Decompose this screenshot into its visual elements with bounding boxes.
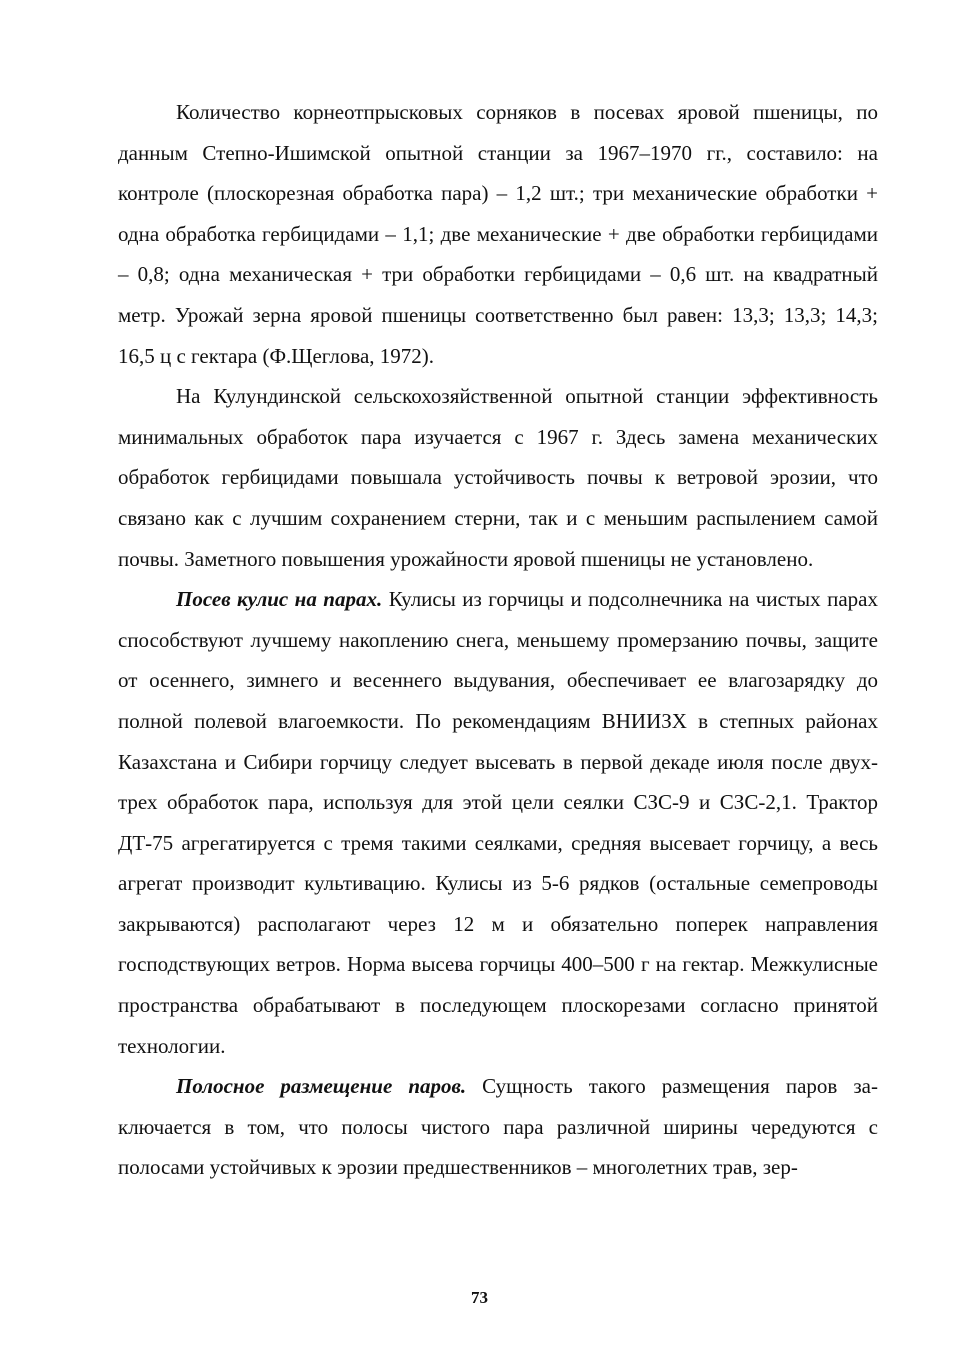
paragraph-1 [118, 92, 878, 376]
paragraph-3 [118, 579, 878, 1066]
paragraph-2 [118, 376, 878, 579]
section-heading-strip-fallow: Полосное размещение паров. [176, 1074, 467, 1099]
paragraph-text: Сущность такого размещения паров заключается в том, что полосы чистого пара различной ширины чередуются с полосами устойчивых к эрозии предшественников – многолетних трав, зер- [118, 1074, 878, 1180]
paragraph-4 [118, 1066, 878, 1188]
body-text [118, 92, 878, 1188]
paragraph-text: Кулисы из горчицы и подсолнечника на чистых парах способствуют лучшему накоплению снега, меньшему промерзанию почвы, защите от осеннего, зимнего и весеннего выдувания, обеспечивает ее влагозарядку до полной полевой влагоемкости. По рекомендациям ВНИИЗХ в степных районах Казахстана и Сибири горчицу следует высевать в первой декаде июля после двух-трех обработок пара, используя для этой цели сеялки СЗС-9 и СЗС-2,1. Трактор ДТ-75 агрегатируется с тремя такими сеялками, средняя высевает горчицу, а весь агрегат производит культивацию. Кулисы из 5-6 рядков (остальные семепроводы закрываются) располагают через 12 м и обязательно поперек направления господствующих ветров. Норма высева горчицы 400–500 г на гектар. Межкулисные пространства обрабатывают в последующем плоскорезами согласно принятой технологии. [118, 587, 879, 1058]
paragraph-text: На Кулундинской сельскохозяйственной опытной станции эффективность минимальных обработок пара изучается с 1967 г. Здесь замена механических обработок гербицидами повышала устойчивость почвы к ветровой эрозии, что связано как с лучшим сохранением стерни, так и с меньшим распылением самой почвы. Заметного повышения урожайности яровой пшеницы не установлено. [118, 384, 878, 571]
paragraph-text: Количество корнеотпрысковых сорняков в посевах яровой пшеницы, по данным Степно-Ишимской опытной станции за 1967–1970 гг., составило: на контроле (плоскорезная обработка пара) – 1,2 шт.; три механические обработки + одна обработка гербицидами – 1,1; две механические + две обработки гербицидами – 0,8; одна механическая + три обработки гербицидами – 0,6 шт. на квадратный метр. Урожай зерна яровой пшеницы соответственно был равен: 13,3; 13,3; 14,3; 16,5 ц с гектара (Ф.Щеглова, 1972). [118, 100, 878, 368]
section-heading-kulisy: Посев кулис на парах. [176, 587, 383, 612]
page-number: 73 [471, 1288, 488, 1307]
